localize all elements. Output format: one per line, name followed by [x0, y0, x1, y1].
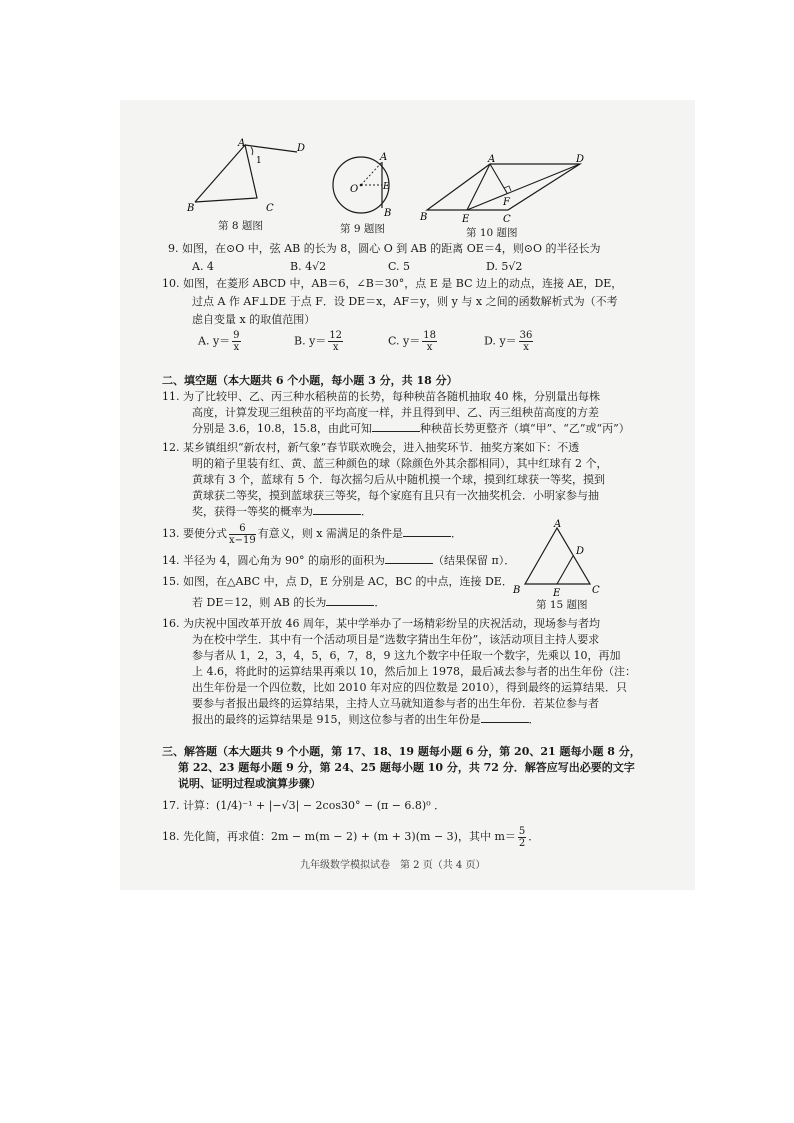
q17-expression: (1/4)⁻¹ + |−√3| − 2cos30° − (π − 6.8)⁰ ． [216, 799, 446, 812]
q16-line-5: 出生年份是一个四位数，比如 2010 年对应的四位数是 2010），得到最终的运算结果．只 [192, 681, 627, 694]
fig8-label-b: B [187, 203, 195, 214]
q10-option-d: D. y＝ $\frac{36}{x}$ [484, 330, 533, 353]
fraction: $\frac{12}{x}$ [329, 330, 343, 353]
figure-15-caption: 第 15 题图 [536, 599, 588, 611]
section-3-line-3: 说明、证明过程或演算步骤） [178, 777, 321, 790]
q12-line-4: 黄球获二等奖，摸到蓝球获三等奖，每个家庭有且只有一次抽奖机会．小明家参与抽 [192, 489, 599, 502]
q10-option-c: C. y＝ $\frac{18}{x}$ [388, 330, 436, 353]
figure-15-diagram [510, 518, 605, 600]
fig9-label-o: O [350, 184, 359, 195]
section-3-line-2: 第 22、23 题每小题 9 分，第 24、25 题每小题 10 分，共 72 分．解答应写出必要的文字 [178, 761, 635, 774]
section-2-title: 二、填空题（本大题共 6 个小题，每小题 3 分，共 18 分） [162, 374, 458, 387]
q12-line-5: 奖，获得一等奖的概率为 ． [192, 505, 372, 518]
fig10-label-c: C [503, 214, 511, 225]
q12-line-1: 12. 某乡镇组织“新农村，新气象”春节联欢晚会，进入抽奖环节．抽奖方案如下：不透 [162, 441, 580, 454]
q9-option-a: A. 4 [192, 260, 214, 273]
answer-blank [326, 595, 374, 606]
q16-line-3: 参与者从 1，2，3，4，5，6，7，8，9 这九个数字中任取一个数字，先乘以 10，再加 [192, 649, 621, 662]
q15-line-1: 15. 如图，在△ABC 中，点 D，E 分别是 AC，BC 的中点，连接 DE． [162, 575, 513, 588]
q18-stem: 18. 先化简，再求值：2m − m(m − 2) + (m + 3)(m − 3)，其中 m＝ $\frac{5}{2}$ ． [162, 825, 540, 849]
answer-blank [385, 553, 433, 564]
fig15-label-c: C [592, 585, 600, 596]
q12-line-3: 黄球有 3 个，蓝球有 5 个．每次摇匀后从中随机摸一个球，摸到红球获一等奖，摸到 [192, 473, 605, 486]
figure-9-diagram [328, 150, 398, 220]
fraction: $\frac{36}{x}$ [519, 330, 533, 353]
q10-option-a: A. y＝ $\frac{9}{x}$ [198, 330, 240, 353]
q10-option-b: B. y＝ $\frac{12}{x}$ [294, 330, 343, 353]
fraction: $\frac{9}{x}$ [233, 330, 240, 353]
figure-10-caption: 第 10 题图 [466, 227, 518, 239]
fig8-label-a: A [238, 138, 246, 149]
q9-option-c: C. 5 [388, 260, 411, 273]
q16-line-1: 16. 为庆祝中国改革开放 46 周年，某中学举办了一场精彩纷呈的庆祝活动，现场参与者均 [162, 617, 600, 630]
fraction: $\frac{5}{2}$ [518, 825, 526, 849]
fig8-label-1: 1 [256, 156, 262, 166]
fig10-label-e: E [462, 214, 470, 225]
figure-10-diagram [415, 152, 595, 227]
q16-line-2: 为在校中学生．其中有一个活动项目是“选数字猜出生年份”，该活动项目主持人要求 [192, 633, 600, 646]
fig15-label-e: E [553, 588, 561, 599]
q12-line-2: 明的箱子里装有红、黄、蓝三种颜色的球（除颜色外其余都相同），其中红球有 2 个， [192, 457, 608, 470]
q18-expression: 2m − m(m − 2) + (m + 3)(m − 3)，其中 m＝ [271, 830, 516, 843]
fig15-label-b: B [513, 585, 521, 596]
q9-option-b: B. 4√2 [290, 260, 327, 273]
q9-option-d: D. 5√2 [486, 260, 523, 273]
answer-blank [372, 421, 420, 432]
fig9-label-b: B [384, 208, 392, 219]
fig15-label-a: A [554, 519, 562, 530]
q16-line-4: 上 4.6，将此时的运算结果再乘以 10，然后加上 1978，最后减去参与者的出生年份（注： [192, 665, 636, 678]
q13-stem: 13. 要使分式 $\frac{6}{x-19}$ 有意义，则 x 需满足的条件是 ． [162, 522, 462, 546]
fig10-label-f: F [503, 197, 510, 208]
fraction: $\frac{18}{x}$ [423, 330, 436, 353]
q14-stem: 14. 半径为 4，圆心角为 90° 的扇形的面积为 （结果保留 π）． [162, 554, 516, 567]
q15-line-2: 若 DE＝12，则 AB 的长为 ． [192, 596, 386, 609]
q10-line-1: 10. 如图，在菱形 ABCD 中，AB＝6，∠B＝30°，点 E 是 BC 边上的动点，连接 AE，DE， [162, 277, 623, 290]
fig10-label-a: A [488, 154, 496, 165]
fraction: $\frac{6}{x-19}$ [229, 522, 256, 546]
q16-line-6: 要参与者报出最终的运算结果，主持人立马就知道参与者的出生年份．若某位参与者 [192, 697, 599, 710]
fig9-label-e: E [383, 182, 390, 192]
fig9-label-a: A [380, 152, 388, 163]
answer-blank [313, 504, 361, 515]
figure-8-caption: 第 8 题图 [218, 220, 263, 232]
answer-blank [481, 712, 529, 723]
fig15-label-d: D [576, 546, 585, 557]
fig10-label-d: D [576, 154, 585, 165]
section-3-line-1: 三、解答题（本大题共 9 个小题，第 17、18、19 题每小题 6 分，第 20、21 题每小题 8 分， [162, 745, 641, 758]
answer-blank [403, 526, 451, 537]
q17-stem: 17. 计算：(1/4)⁻¹ + |−√3| − 2cos30° − (π − 6.8)⁰ ． [162, 799, 446, 812]
q10-line-3: 虑自变量 x 的取值范围） [192, 313, 316, 326]
q11-line-1: 11. 为了比较甲、乙、丙三种水稻秧苗的长势，每种秧苗各随机抽取 40 株，分别量出每株 [162, 390, 600, 403]
fig10-label-b: B [420, 212, 428, 223]
figure-8-diagram [180, 135, 310, 220]
fig8-label-d: D [297, 143, 306, 154]
fig8-label-c: C [266, 203, 274, 214]
page-footer: 九年级数学模拟试卷 第 2 页（共 4 页） [300, 860, 486, 871]
q16-line-7: 报出的最终的运算结果是 915，则这位参与者的出生年份是 ． [192, 713, 540, 726]
q11-line-3: 分别是 3.6，10.8，15.8，由此可知 种秧苗长势更整齐（填“甲”、“乙”或“丙”） [192, 422, 630, 435]
q9-stem: 9. 如图，在⊙O 中，弦 AB 的长为 8，圆心 O 到 AB 的距离 OE＝4，则⊙O 的半径长为 [168, 242, 601, 255]
q10-line-2: 过点 A 作 AF⊥DE 于点 F．设 DE＝x，AF＝y，则 y 与 x 之间的函数解析式为（不考 [192, 295, 618, 308]
q11-line-2: 高度，计算发现三组秧苗的平均高度一样，并且得到甲、乙、丙三组秧苗高度的方差 [192, 406, 599, 419]
figure-9-caption: 第 9 题图 [340, 223, 385, 235]
